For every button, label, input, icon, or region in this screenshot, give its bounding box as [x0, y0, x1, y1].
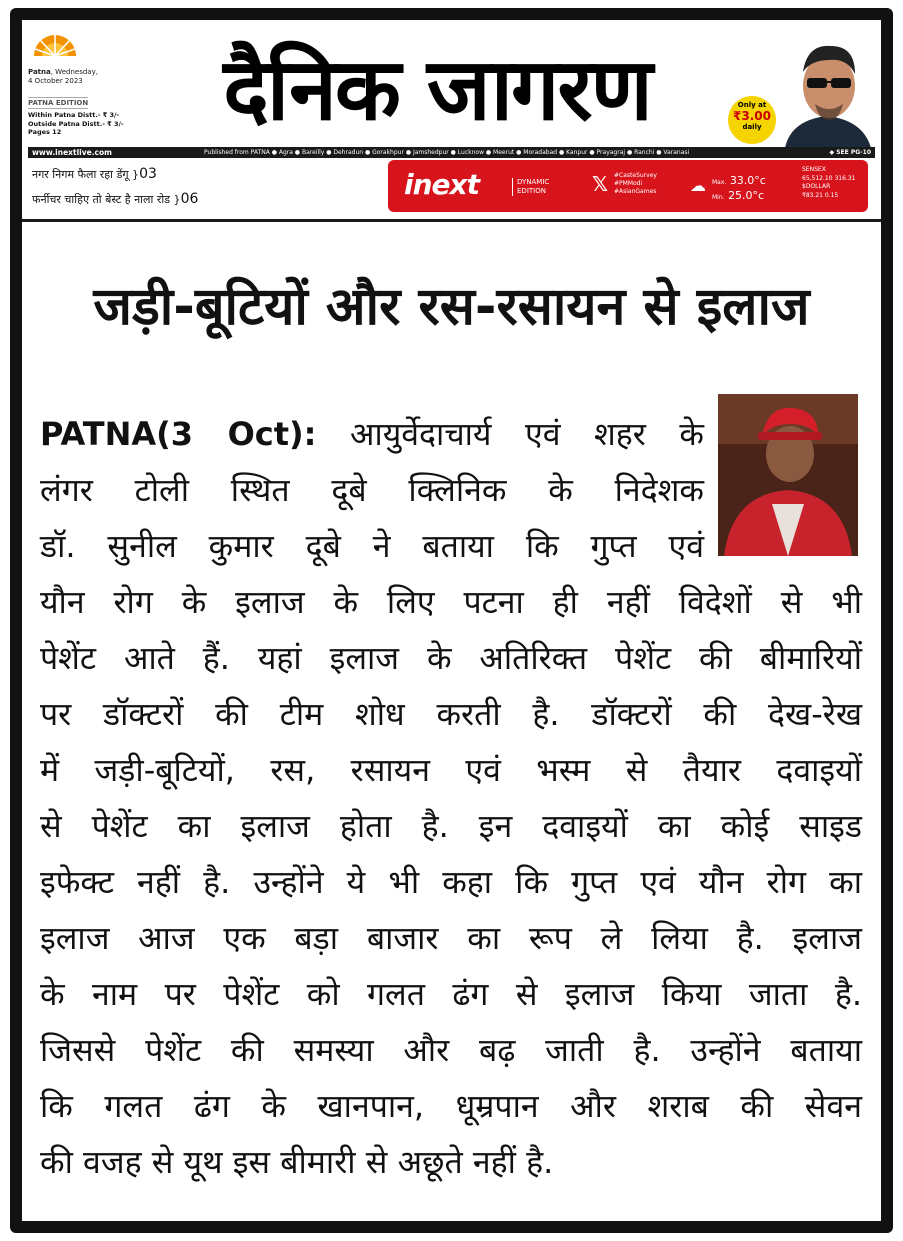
dollar-label: $DOLLAR: [802, 183, 831, 190]
only-at-price: ₹3.00: [733, 109, 771, 123]
sensex-change: 316.31: [834, 174, 856, 182]
see-page: ◆ SEE PG-10: [829, 149, 871, 156]
cloud-rain-icon: ☁: [690, 176, 706, 195]
city: Patna: [28, 68, 51, 76]
article-line: यौन रोग के इलाज के लिए पटना ही नहीं विदेशों से भी: [40, 583, 862, 621]
article-line: लंगर टोली स्थित दूबे क्लिनिक के निदेशक: [40, 471, 704, 509]
price-within: Within Patna Distt.- ₹ 3/-: [28, 111, 120, 119]
article-dateline: PATNA(3 Oct):: [40, 415, 317, 453]
dynamic-edition: [512, 178, 549, 196]
price-outside: Outside Patna Distt.- ₹ 3/-: [28, 119, 124, 128]
hashtag: #AsianGames: [614, 188, 657, 195]
min-temp: 25.0°c: [728, 189, 765, 202]
inext-banner: [388, 160, 868, 212]
article-headline: जड़ी-बूटियों और रस-रसायन से इलाज: [93, 277, 810, 337]
doctor-photo: [718, 394, 858, 556]
article-line: [40, 414, 704, 454]
dollar-change: 0.15: [824, 191, 839, 199]
teaser-item[interactable]: [32, 162, 198, 187]
dynamic-label: DYNAMIC: [517, 178, 550, 186]
edition-label: PATNA EDITION: [28, 99, 89, 107]
article-line: पेशेंट आते हैं. यहां इलाज के अतिरिक्त पेशेंट की बीमारियों: [40, 639, 862, 677]
newspaper-page: [22, 20, 881, 1221]
teaser-item[interactable]: [32, 187, 198, 212]
market-data: [802, 166, 855, 200]
edition-label-small: EDITION: [517, 187, 546, 195]
article-line: पर डॉक्टरों की टीम शोध करती है. डॉक्टरों की देख-रेख: [40, 695, 862, 733]
dollar-value: ₹83.21: [802, 191, 823, 199]
article-line: जिससे पेशेंट की समस्या और बढ़ जाती है. उन्होंने बताया: [40, 1031, 862, 1069]
dateline: [28, 68, 148, 86]
article-line: के नाम पर पेशेंट को गलत ढंग से इलाज किया जाता है.: [40, 975, 862, 1013]
teaser-page: 03: [139, 166, 157, 182]
article-line: की वजह से यूथ इस बीमारी से अछूते नहीं है.: [40, 1143, 554, 1181]
price-badge: [728, 96, 776, 144]
price-info: [28, 111, 158, 137]
published-from: Published from PATNA ● Agra ● Bareilly ● Dehradun ● Gorakhpur ● Jamshedpur ● Lucknow ● Meerut ● Moradabad ● Kanpur ● Prayagraj ● Ranchi ● Varanasi: [204, 149, 690, 156]
masthead-strip: [28, 147, 875, 158]
page-count: Pages 12: [28, 128, 62, 136]
sun-logo-icon: [30, 30, 80, 58]
article-line: इफेक्ट नहीं है. उन्होंने ये भी कहा कि गुप्त एवं यौन रोग का: [40, 863, 862, 901]
hashtag: #PMModi: [614, 180, 643, 187]
website-link[interactable]: www.inextlive.com: [32, 148, 112, 157]
weather: [712, 174, 766, 204]
article-line: से पेशेंट का इलाज होता है. इन दवाइयों का कोई साइड: [40, 807, 862, 845]
teasers: [32, 162, 198, 212]
min-label: Min.: [712, 194, 725, 201]
divider: [22, 219, 881, 222]
teaser-page: 06: [180, 191, 199, 207]
only-at-label: Only at: [737, 101, 767, 109]
article-text: आयुर्वेदाचार्य एवं शहर के: [316, 415, 704, 453]
article-line: में जड़ी-बूटियों, रस, रसायन एवं भस्म से तैयार दवाइयों: [40, 751, 862, 789]
hashtag: #CasteSurvey: [614, 172, 657, 179]
max-label: Max.: [712, 179, 727, 186]
issue-date: 4 October 2023: [28, 77, 83, 85]
article-line: कि गलत ढंग के खानपान, धूम्रपान और शराब की सेवन: [40, 1087, 862, 1125]
sensex-label: SENSEX: [802, 166, 826, 173]
x-logo-icon: 𝕏: [592, 172, 609, 196]
article-line: डॉ. सुनील कुमार दूबे ने बताया कि गुप्त एवं: [40, 527, 704, 565]
max-temp: 33.0°c: [729, 174, 766, 187]
article-line: इलाज आज एक बड़ा बाजार का रूप ले लिया है. इलाज: [40, 919, 862, 957]
teaser-text: नगर निगम फैला रहा डेंगू }: [32, 168, 140, 181]
weekday: , Wednesday,: [50, 68, 98, 76]
masthead-title: दैनिक जागरण: [223, 40, 651, 140]
hashtags: [614, 172, 657, 196]
inext-logo: inext: [404, 168, 479, 201]
celebrity-photo: [777, 28, 877, 148]
only-at-daily: daily: [742, 123, 762, 131]
teaser-text: फर्नीचर चाहिए तो बेस्ट है नाला रोड }: [32, 193, 181, 206]
sensex-value: 65,512.10: [802, 174, 833, 182]
